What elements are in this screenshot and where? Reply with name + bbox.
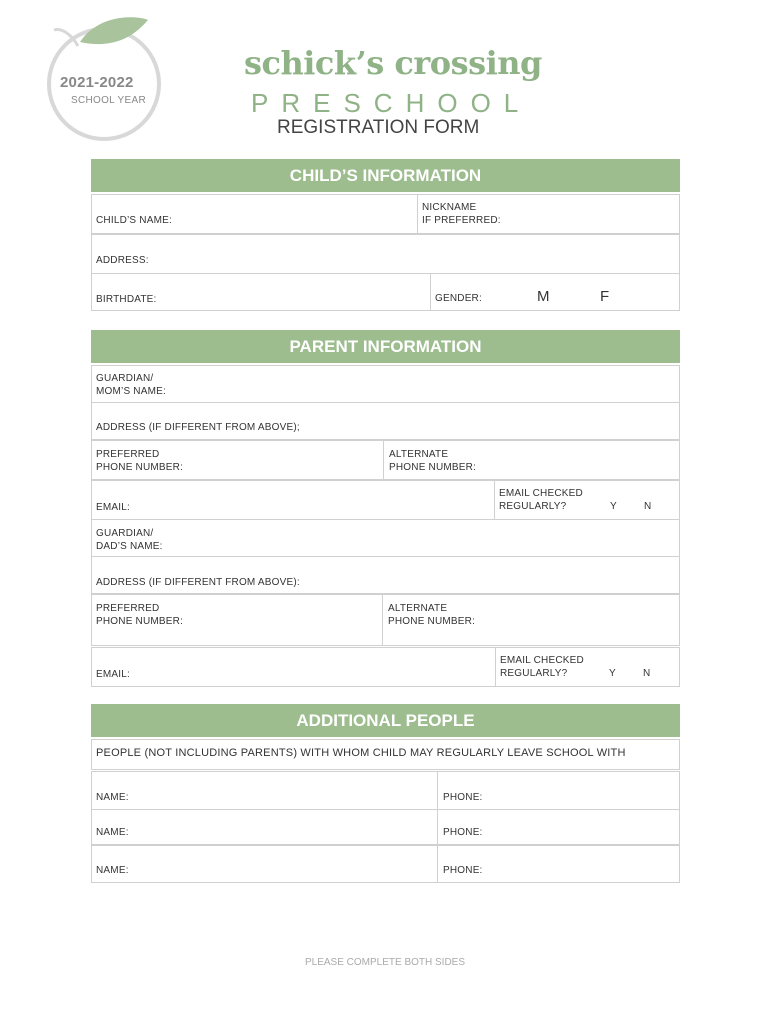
dad-label-1: GUARDIAN/ xyxy=(96,528,154,539)
gender-f-option[interactable]: F xyxy=(600,288,610,305)
dad-label-2: DAD’S NAME: xyxy=(96,541,163,552)
logo-school-year: SCHOOL YEAR xyxy=(71,95,146,106)
mom-email-label: EMAIL: xyxy=(96,502,130,513)
mom-alternate-phone-1: ALTERNATE xyxy=(389,449,449,460)
dad-email-yes[interactable]: Y xyxy=(609,668,616,679)
mom-label-1: GUARDIAN/ xyxy=(96,373,154,384)
logo-years: 2021-2022 xyxy=(60,74,134,91)
additional-people-header: ADDITIONAL PEOPLE xyxy=(91,704,680,737)
mom-preferred-phone-2: PHONE NUMBER: xyxy=(96,462,184,473)
dad-preferred-phone-2: PHONE NUMBER: xyxy=(96,616,184,627)
child-name-label: CHILD’S NAME: xyxy=(96,215,172,226)
nickname-label: NICKNAME xyxy=(422,202,477,213)
form-title: REGISTRATION FORM xyxy=(277,117,480,138)
mom-email-checked-2: REGULARLY? xyxy=(499,501,567,512)
dad-address-row xyxy=(91,556,680,594)
mom-name-row xyxy=(91,365,680,403)
dad-email-row xyxy=(91,647,680,687)
additional-description-row xyxy=(91,739,680,770)
footer-note: PLEASE COMPLETE BOTH SIDES xyxy=(304,957,466,968)
birthdate-label: BIRTHDATE: xyxy=(96,294,157,305)
person-3-phone-label: PHONE: xyxy=(443,865,483,876)
person-2-name-label: NAME: xyxy=(96,827,129,838)
dad-email-label: EMAIL: xyxy=(96,669,130,680)
mom-address-label: ADDRESS (IF DIFFERENT FROM ABOVE); xyxy=(96,422,300,433)
child-address-row xyxy=(91,234,680,274)
birthdate-row xyxy=(91,273,680,311)
person-1-name-label: NAME: xyxy=(96,792,129,803)
preschool-subtitle: PRESCHOOL xyxy=(251,88,532,118)
person-2-phone-label: PHONE: xyxy=(443,827,483,838)
dad-preferred-phone-1: PREFERRED xyxy=(96,603,160,614)
dad-alternate-phone-1: ALTERNATE xyxy=(388,603,448,614)
mom-alternate-phone-2: PHONE NUMBER: xyxy=(389,462,477,473)
additional-person-row xyxy=(91,771,680,810)
mom-email-no[interactable]: N xyxy=(644,501,652,512)
additional-person-row xyxy=(91,845,680,883)
dad-email-checked-2: REGULARLY? xyxy=(500,668,568,679)
child-name-row xyxy=(91,194,680,234)
mom-preferred-phone-1: PREFERRED xyxy=(96,449,160,460)
dad-alternate-phone-2: PHONE NUMBER: xyxy=(388,616,476,627)
child-address-label: ADDRESS: xyxy=(96,255,149,266)
mom-phone-row xyxy=(91,440,680,480)
dad-email-checked-1: EMAIL CHECKED xyxy=(500,655,584,666)
person-1-phone-label: PHONE: xyxy=(443,792,483,803)
additional-description: PEOPLE (NOT INCLUDING PARENTS) WITH WHOM CHILD MAY REGULARLY LEAVE SCHOOL WITH xyxy=(96,747,626,759)
mom-label-2: MOM’S NAME: xyxy=(96,386,166,397)
mom-address-row xyxy=(91,402,680,440)
mom-email-checked-1: EMAIL CHECKED xyxy=(499,488,583,499)
person-3-name-label: NAME: xyxy=(96,865,129,876)
childs-information-header: CHILD’S INFORMATION xyxy=(91,159,680,192)
gender-m-option[interactable]: M xyxy=(537,288,550,305)
dad-name-row xyxy=(91,519,680,557)
dad-phone-row xyxy=(91,594,680,646)
parent-information-header: PARENT INFORMATION xyxy=(91,330,680,363)
gender-label: GENDER: xyxy=(435,293,482,304)
additional-person-row xyxy=(91,808,680,845)
nickname-label-2: IF PREFERRED: xyxy=(422,215,501,226)
dad-email-no[interactable]: N xyxy=(643,668,651,679)
brand-title: schick’s crossing xyxy=(244,44,542,82)
mom-email-yes[interactable]: Y xyxy=(610,501,617,512)
dad-address-label: ADDRESS (IF DIFFERENT FROM ABOVE): xyxy=(96,577,300,588)
mom-email-row xyxy=(91,480,680,520)
